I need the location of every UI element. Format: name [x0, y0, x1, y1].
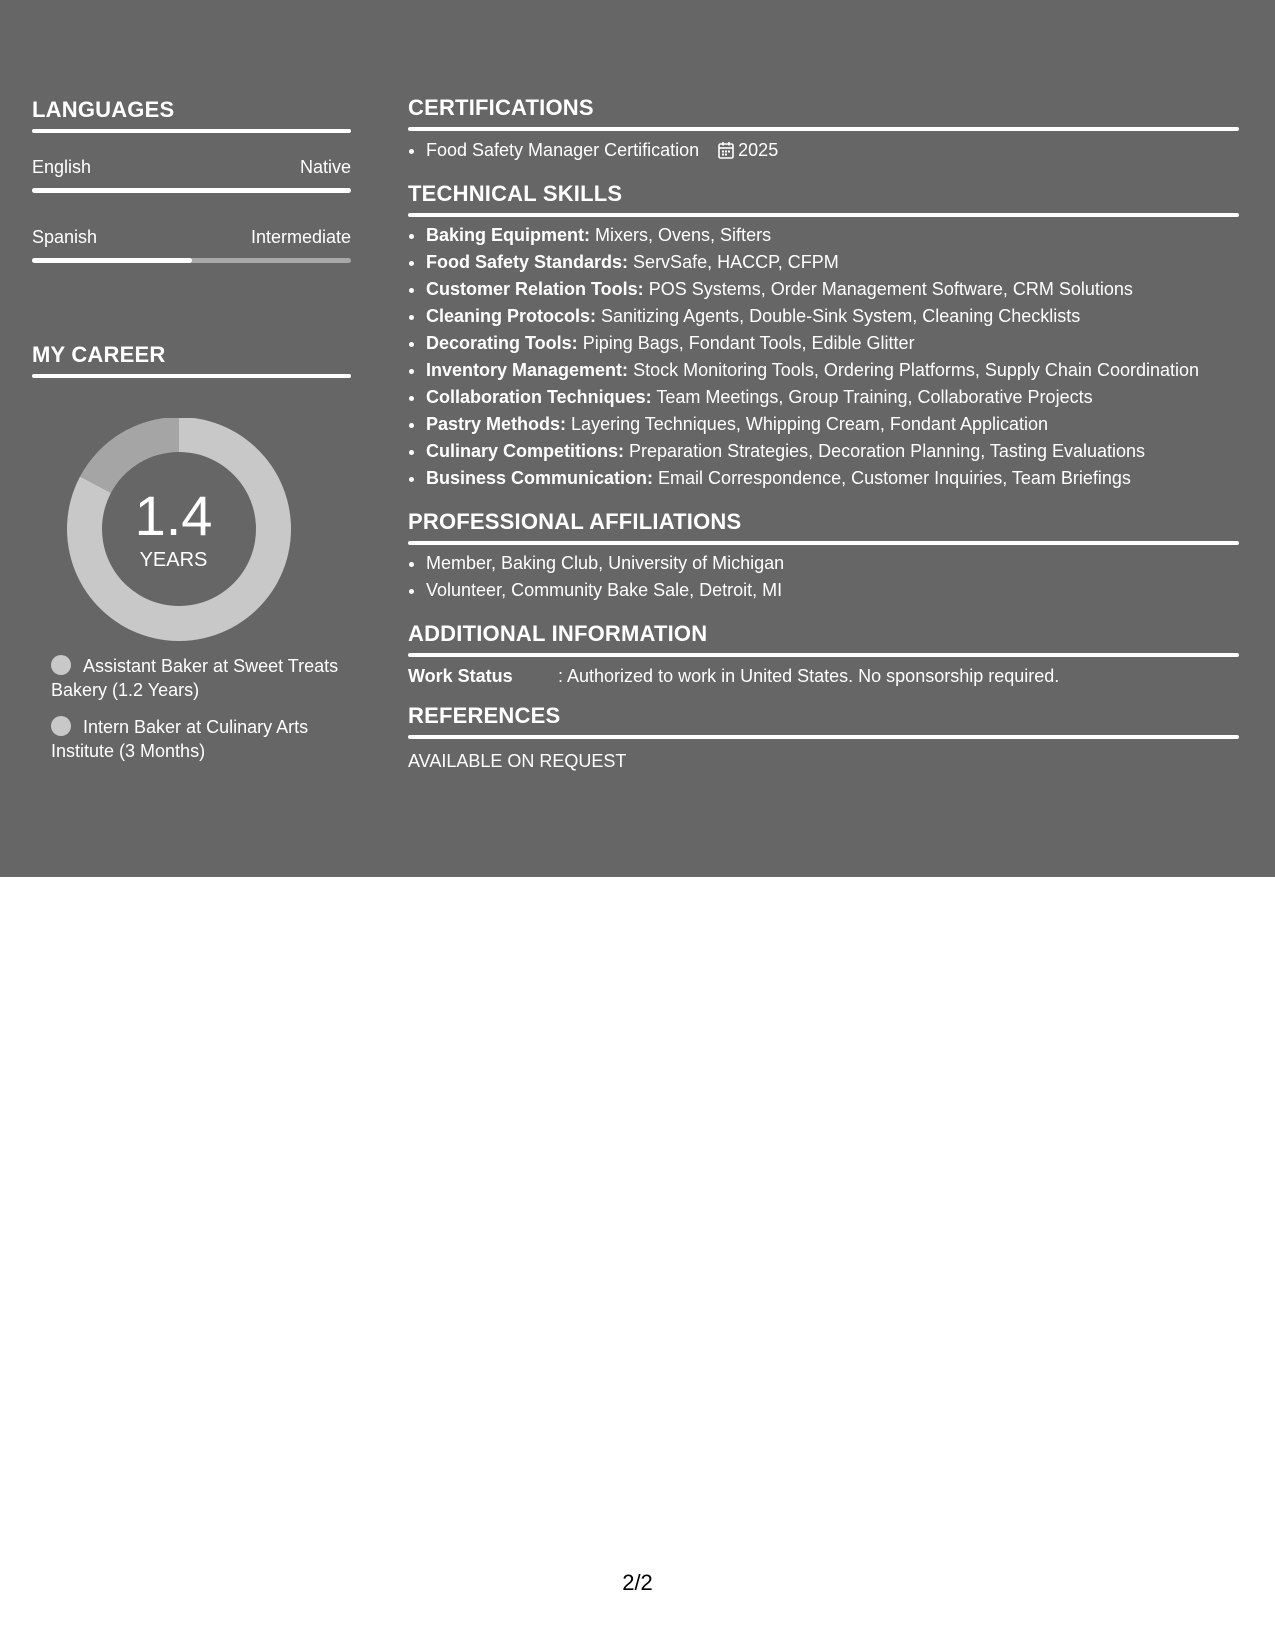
technical-skills-rule — [408, 213, 1239, 217]
languages-section — [32, 96, 351, 263]
career-title: MY CAREER — [32, 342, 166, 367]
technical-skills-section — [408, 180, 1239, 492]
language-proficiency-fill — [32, 188, 351, 193]
language-name: Spanish — [32, 227, 98, 247]
skill-values: ServSafe, HACCP, CFPM — [633, 252, 839, 272]
list-item — [426, 438, 1239, 465]
skill-values: Sanitizing Agents, Double-Sink System, Cleaning Checklists — [601, 306, 1081, 326]
list-item — [426, 303, 1239, 330]
affiliations-list — [408, 550, 1239, 604]
language-proficiency-fill — [32, 258, 192, 263]
affiliations-rule — [408, 541, 1239, 545]
career-donut-chart — [32, 418, 351, 648]
list-item — [426, 465, 1239, 492]
skill-category: Business Communication: — [426, 468, 654, 488]
additional-info-rule — [408, 653, 1239, 657]
language-proficiency-bar — [32, 258, 351, 263]
skill-values: Piping Bags, Fondant Tools, Edible Glitter — [582, 333, 915, 353]
skill-values: Preparation Strategies, Decoration Planning, Tasting Evaluations — [629, 441, 1146, 461]
languages-title: LANGUAGES — [32, 97, 175, 122]
references-title: REFERENCES — [408, 703, 561, 728]
page-number: 2/2 — [622, 1570, 653, 1595]
work-status-label: Work Status — [408, 666, 513, 686]
left-column — [32, 96, 351, 763]
language-proficiency-bar — [32, 188, 351, 193]
career-legend-label: Assistant Baker at Sweet Treats Bakery (1.2 Years) — [51, 656, 339, 700]
certification-name: Food Safety Manager Certification — [426, 140, 700, 160]
affiliations-title: PROFESSIONAL AFFILIATIONS — [408, 509, 742, 534]
skill-values: Layering Techniques, Whipping Cream, Fondant Application — [571, 414, 1049, 434]
list-item: • Volunteer, Community Bake Sale, Detroit, MI — [426, 577, 1239, 604]
list-item — [426, 330, 1239, 357]
career-total-unit: YEARS — [139, 549, 208, 571]
career-legend — [32, 654, 351, 763]
career-legend-label: Intern Baker at Culinary Arts Institute (3 Months) — [51, 717, 309, 761]
skill-values: POS Systems, Order Management Software, CRM Solutions — [648, 279, 1133, 299]
career-legend-item — [51, 654, 351, 702]
right-column — [408, 94, 1239, 773]
work-status-value: : Authorized to work in United States. No sponsorship required. — [558, 666, 1060, 686]
skill-values: Team Meetings, Group Training, Collaborative Projects — [656, 387, 1093, 407]
additional-info-title: ADDITIONAL INFORMATION — [408, 621, 708, 646]
language-name: English — [32, 157, 92, 177]
calendar-icon — [718, 140, 734, 167]
list-item — [426, 137, 1239, 167]
certifications-rule — [408, 127, 1239, 131]
skill-category: Cleaning Protocols: — [426, 306, 597, 326]
references-section — [408, 702, 1239, 773]
references-rule — [408, 735, 1239, 739]
skill-category: Baking Equipment: — [426, 225, 591, 245]
list-item — [426, 384, 1239, 411]
career-section — [32, 341, 351, 763]
skill-values: Email Correspondence, Customer Inquiries, Team Briefings — [658, 468, 1131, 488]
certifications-title: CERTIFICATIONS — [408, 95, 594, 120]
list-item — [426, 357, 1239, 384]
work-status-row — [408, 664, 1239, 688]
list-item — [426, 411, 1239, 438]
references-text: AVAILABLE ON REQUEST — [408, 751, 627, 771]
skill-category: Pastry Methods: — [426, 414, 567, 434]
affiliations-section — [408, 508, 1239, 604]
legend-dot-icon — [51, 716, 71, 736]
language-level: Native — [299, 157, 351, 177]
language-item — [32, 225, 351, 263]
language-level: Intermediate — [250, 227, 351, 247]
certification-year: 2025 — [738, 140, 779, 160]
skill-category: Collaboration Techniques: — [426, 387, 652, 407]
career-total-value: 1.4 — [134, 484, 213, 547]
list-item — [426, 222, 1239, 249]
skill-category: Culinary Competitions: — [426, 441, 625, 461]
skill-category: Customer Relation Tools: — [426, 279, 644, 299]
skill-values: Stock Monitoring Tools, Ordering Platforms, Supply Chain Coordination — [633, 360, 1200, 380]
skill-category: Food Safety Standards: — [426, 252, 629, 272]
languages-rule — [32, 129, 351, 133]
list-item — [426, 249, 1239, 276]
technical-skills-title: TECHNICAL SKILLS — [408, 181, 623, 206]
additional-info-section — [408, 620, 1239, 688]
language-item — [32, 155, 351, 193]
certifications-list — [408, 137, 1239, 167]
list-item: • Member, Baking Club, University of Michigan — [426, 550, 1239, 577]
career-legend-item — [51, 715, 351, 763]
donut-slice — [80, 418, 179, 493]
legend-dot-icon — [51, 655, 71, 675]
certifications-section — [408, 94, 1239, 167]
career-total — [32, 484, 315, 572]
skill-category: Decorating Tools: — [426, 333, 578, 353]
skill-category: Inventory Management: — [426, 360, 629, 380]
list-item — [426, 276, 1239, 303]
skill-values: Mixers, Ovens, Sifters — [595, 225, 772, 245]
technical-skills-list — [408, 222, 1239, 492]
career-rule — [32, 374, 351, 378]
